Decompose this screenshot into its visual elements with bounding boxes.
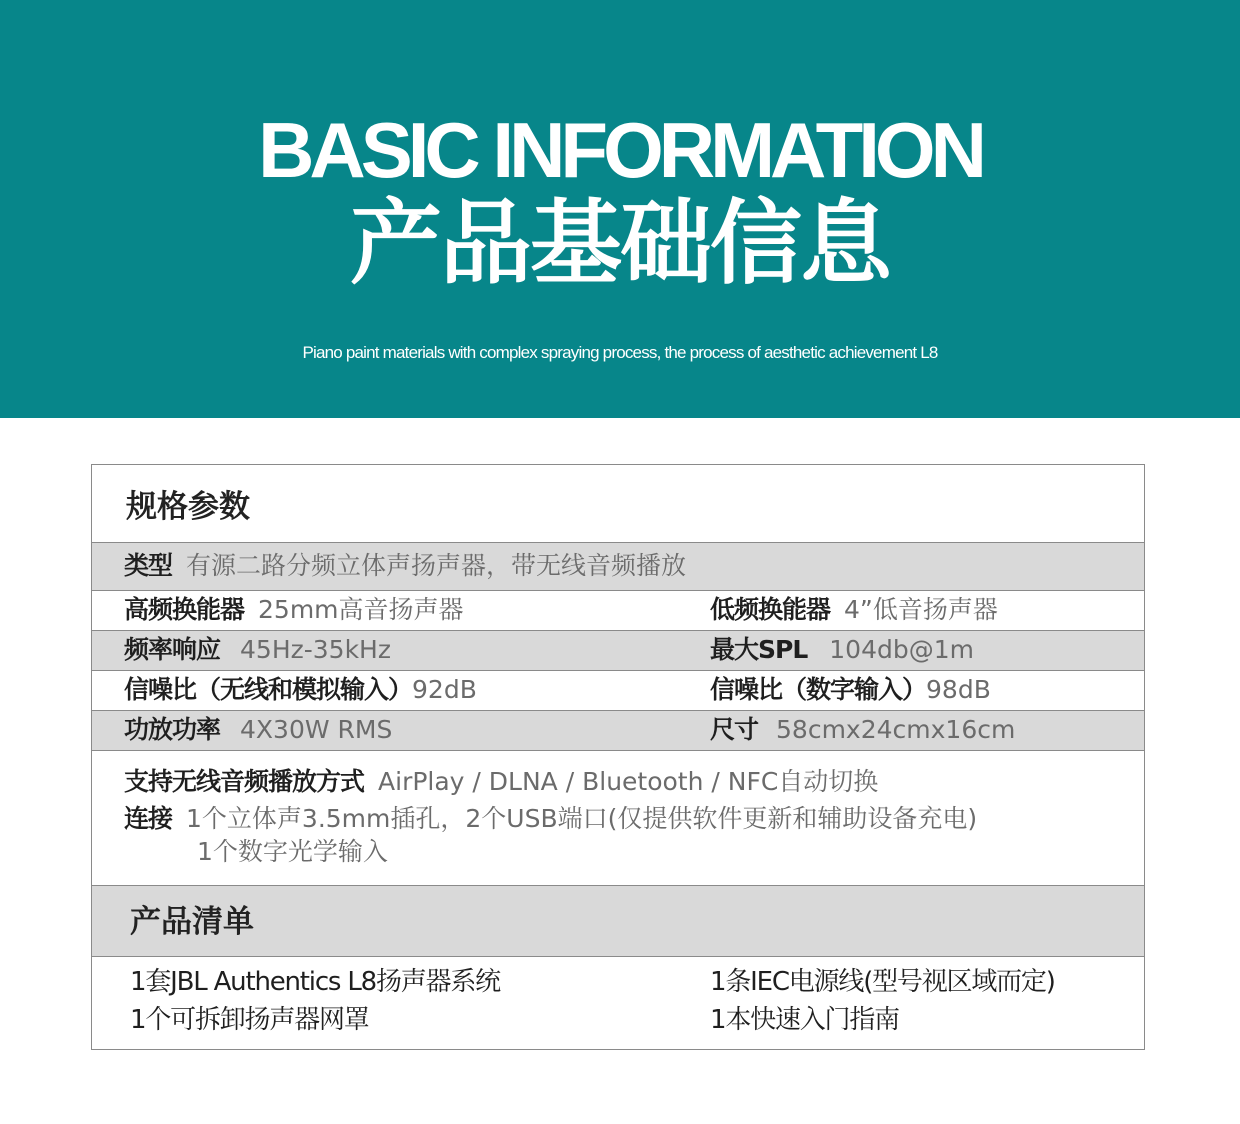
header-subtitle: Piano paint materials with complex spraying process, the process of aesthetic achievement L8 [302, 343, 938, 362]
spec-label: 频率响应 [124, 635, 221, 664]
spec-value: 104db@1m [829, 635, 974, 664]
package-title-row [92, 885, 1144, 956]
spec-value: 45Hz-35kHz [240, 635, 391, 664]
list-item: 1本快速入门指南 [710, 1005, 899, 1035]
spec-label: 连接 [124, 804, 173, 833]
spec-row-snr [92, 670, 1144, 710]
spec-value: 92dB [412, 675, 477, 704]
spec-label: 尺寸 [710, 715, 759, 744]
spec-value: 58cmx24cmx16cm [776, 715, 1016, 744]
specs-title: 规格参数 [126, 489, 250, 525]
spec-label: 最大SPL [710, 635, 808, 664]
package-list [92, 956, 1144, 1049]
spec-row-power-size [92, 710, 1144, 750]
header-banner [0, 0, 1240, 418]
spec-value: 有源二路分频立体声扬声器，带无线音频播放 [186, 551, 687, 580]
spec-value: 25mm高音扬声器 [258, 595, 464, 624]
spec-value: 4X30W RMS [240, 715, 393, 744]
spec-table [91, 464, 1145, 1050]
spec-label: 低频换能器 [710, 595, 831, 624]
spec-value: AirPlay / DLNA / Bluetooth / NFC自动切换 [378, 767, 879, 796]
spec-value-continued: 1个数字光学输入 [197, 837, 388, 866]
spec-value: 1个立体声3.5mm插孔，2个USB端口(仅提供软件更新和辅助设备充电) [186, 804, 978, 833]
package-title: 产品清单 [130, 904, 254, 940]
list-item: 1条IEC电源线(型号视区域而定) [710, 967, 1055, 997]
spec-row-transducers [92, 590, 1144, 630]
spec-row-type [92, 542, 1144, 590]
spec-label: 功放功率 [124, 715, 221, 744]
spec-row-connectivity [92, 750, 1144, 885]
spec-label: 信噪比（数字输入） [710, 675, 927, 704]
spec-row-frequency [92, 630, 1144, 670]
spec-label: 高频换能器 [124, 595, 245, 624]
list-item: 1套JBL Authentics L8扬声器系统 [130, 967, 500, 997]
title-english: BASIC INFORMATION [258, 106, 982, 194]
specs-title-row [92, 465, 1144, 542]
spec-value: 4”低音扬声器 [844, 595, 998, 624]
spec-label: 信噪比（无线和模拟输入） [124, 675, 413, 704]
spec-label: 类型 [124, 551, 173, 580]
spec-value: 98dB [926, 675, 991, 704]
list-item: 1个可拆卸扬声器网罩 [130, 1005, 369, 1035]
spec-label: 支持无线音频播放方式 [124, 767, 365, 796]
title-chinese: 产品基础信息 [349, 190, 890, 297]
